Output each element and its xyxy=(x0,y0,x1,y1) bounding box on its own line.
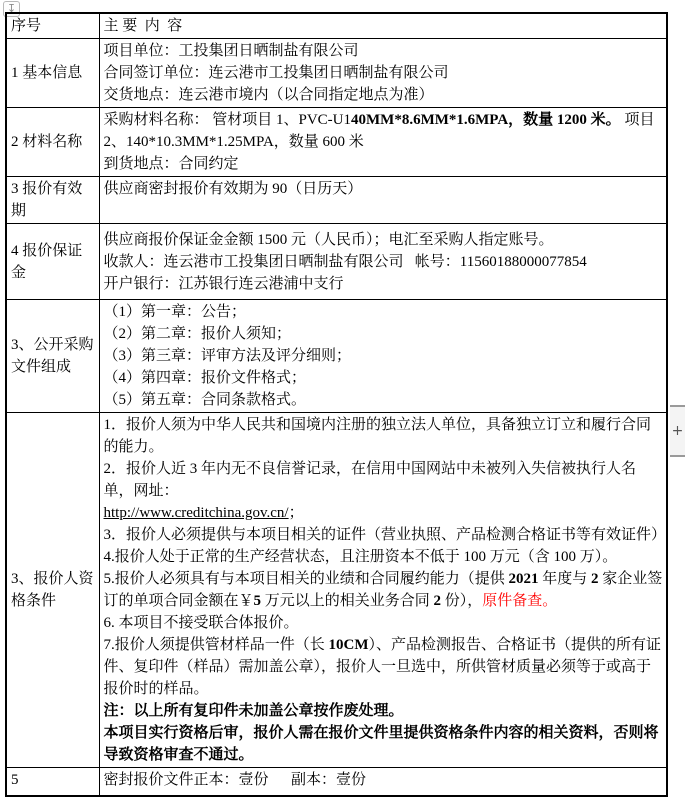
text-segment: 采购材料名称： 管材项目 1、PVC-U1 xyxy=(103,112,352,128)
text-segment: 2 xyxy=(433,593,442,609)
row-label-cell: 1 基本信息 xyxy=(6,39,99,108)
row-content-cell xyxy=(99,39,667,108)
text-segment: 到货地点：合同约定 xyxy=(103,156,239,172)
text-segment: 本项目实行资格后审，报价人需在报价文件里提供资格条件内容的相关资料，否则将导致资格审查不通过。 xyxy=(103,725,659,763)
text-segment: 10CM xyxy=(328,637,369,653)
text-segment: 家企业签订的单项合同金额在￥ xyxy=(103,571,663,609)
text-segment: 交货地点：连云港市境内（以合同指定地点为准） xyxy=(103,87,434,103)
row-content-cell xyxy=(99,177,667,224)
text-segment: ； xyxy=(288,505,304,521)
text-line xyxy=(104,301,664,323)
text-segment: 2．报价人近 3 年内无不良信誉记录，在信用中国网站中未被列入失信被执行人名单，网址： xyxy=(103,461,637,499)
header-row xyxy=(6,13,667,39)
row-label-cell: 2 材料名称 xyxy=(6,108,99,177)
text-segment: 项目单位：工投集团日晒制盐有限公司 xyxy=(103,43,359,59)
text-segment: 收款人：连云港市工投集团日晒制盐有限公司 帐号：11560188000077854 xyxy=(103,253,587,270)
row-content-cell xyxy=(99,413,667,768)
text-line xyxy=(104,178,664,200)
red-emphasis-text: 原件备查。 xyxy=(482,593,558,609)
table-row xyxy=(6,108,667,177)
text-line xyxy=(104,40,664,62)
text-segment: 份）， xyxy=(441,593,483,609)
row-content-cell xyxy=(99,768,667,796)
text-segment: （4）第四章：报价文件格式； xyxy=(103,370,307,386)
text-segment: 5.报价人必须具有与本项目相关的业绩和合同履约能力（提供 xyxy=(103,571,509,587)
row-content-cell xyxy=(99,224,667,300)
header-col-number: 序号 xyxy=(6,13,99,39)
text-line xyxy=(104,367,664,389)
side-plus-handle[interactable] xyxy=(670,405,685,457)
text-segment: （1）第一章：公告； xyxy=(103,304,247,320)
text-segment: 2021 xyxy=(508,571,539,587)
text-line xyxy=(104,109,664,153)
table-row xyxy=(6,300,667,413)
text-segment: 1．报价人须为中华人民共和国境内注册的独立法人单位，具备独立订立和履行合同的能力。 xyxy=(103,417,652,455)
text-line xyxy=(104,700,664,722)
text-line xyxy=(104,546,664,568)
text-line xyxy=(104,612,664,634)
text-line xyxy=(104,323,664,345)
table-row xyxy=(6,177,667,224)
plus-icon: + xyxy=(671,423,684,439)
text-segment: 年度与 xyxy=(538,571,592,587)
row-label-cell: 3、报价人资格条件 xyxy=(6,413,99,768)
text-segment: 注：以上所有复印件未加盖公章按作废处理。 xyxy=(103,703,404,719)
doc-table-body xyxy=(6,13,667,796)
text-segment: 项目 2、140*10.3MM*1.25MPA，数量 600 米 xyxy=(103,112,659,150)
text-segment: 3．报价人必须提供与本项目相关的证件（营业执照、产品检测合格证书等有效证件） xyxy=(103,527,667,543)
text-line xyxy=(104,722,664,766)
text-segment: （2）第二章：报价人须知； xyxy=(103,326,292,342)
text-segment: 7.报价人须提供管材样品一件（长 xyxy=(103,637,329,653)
text-segment: 密封报价文件正本：壹份 副本：壹份 xyxy=(103,772,367,788)
text-segment: 5 xyxy=(253,593,262,609)
text-segment: 供应商密封报价有效期为 90（日历天） xyxy=(103,181,363,197)
text-segment: ）、产品检测报告、合格证书（提供的所有证件、复印件（样品）需加盖公章），报价人一旦选中，所供管材质量必须等于或高于报价时的样品。 xyxy=(103,637,662,697)
table-row xyxy=(6,413,667,768)
text-line xyxy=(104,229,664,251)
text-segment: （3）第三章：评审方法及评分细则； xyxy=(103,348,352,364)
row-label-cell: 5 xyxy=(6,768,99,796)
doc-table xyxy=(5,12,668,797)
header-col-content: 主 要 内 容 xyxy=(99,13,667,39)
text-segment: 40MM*8.6MM*1.6MPA，数量 1200 米。 xyxy=(351,112,621,128)
text-line xyxy=(104,62,664,84)
text-line xyxy=(104,458,664,502)
row-content-cell xyxy=(99,300,667,413)
text-line xyxy=(104,345,664,367)
text-line xyxy=(104,273,664,295)
text-segment: （5）第五章：合同条款格式。 xyxy=(103,392,307,408)
text-line xyxy=(104,568,664,612)
row-label-cell: 4 报价保证金 xyxy=(6,224,99,300)
text-line xyxy=(104,84,664,106)
text-line xyxy=(104,769,664,791)
table-row xyxy=(6,768,667,796)
text-segment: 供应商报价保证金金额 1500 元（人民币）；电汇至采购人指定账号。 xyxy=(103,231,554,248)
text-line xyxy=(104,634,664,700)
text-line xyxy=(104,251,664,273)
table-row xyxy=(6,224,667,300)
text-line xyxy=(104,414,664,458)
text-line xyxy=(104,153,664,175)
row-label-cell: 3、公开采购文件组成 xyxy=(6,300,99,413)
text-line xyxy=(104,502,664,524)
text-segment: 6. 本项目不接受联合体报价。 xyxy=(103,615,299,631)
table-anchor-handle-icon[interactable]: ↧ xyxy=(3,1,20,17)
text-segment: 万元以上的相关业务合同 xyxy=(261,593,434,609)
text-line xyxy=(104,389,664,411)
text-line xyxy=(103,524,667,546)
url-text[interactable]: http://www.creditchina.gov.cn/ xyxy=(103,505,289,521)
text-segment: 4.报价人处于正常的生产经营状态，且注册资本不低于 100 万元（含 100 万）。 xyxy=(103,549,618,565)
row-content-cell xyxy=(99,108,667,177)
table-row xyxy=(6,39,667,108)
row-label-cell: 3 报价有效期 xyxy=(6,177,99,224)
text-segment: 2 xyxy=(591,571,599,587)
text-segment: 合同签订单位：连云港市工投集团日晒制盐有限公司 xyxy=(103,65,449,81)
text-segment: 开户银行：江苏银行连云港浦中支行 xyxy=(103,275,344,292)
